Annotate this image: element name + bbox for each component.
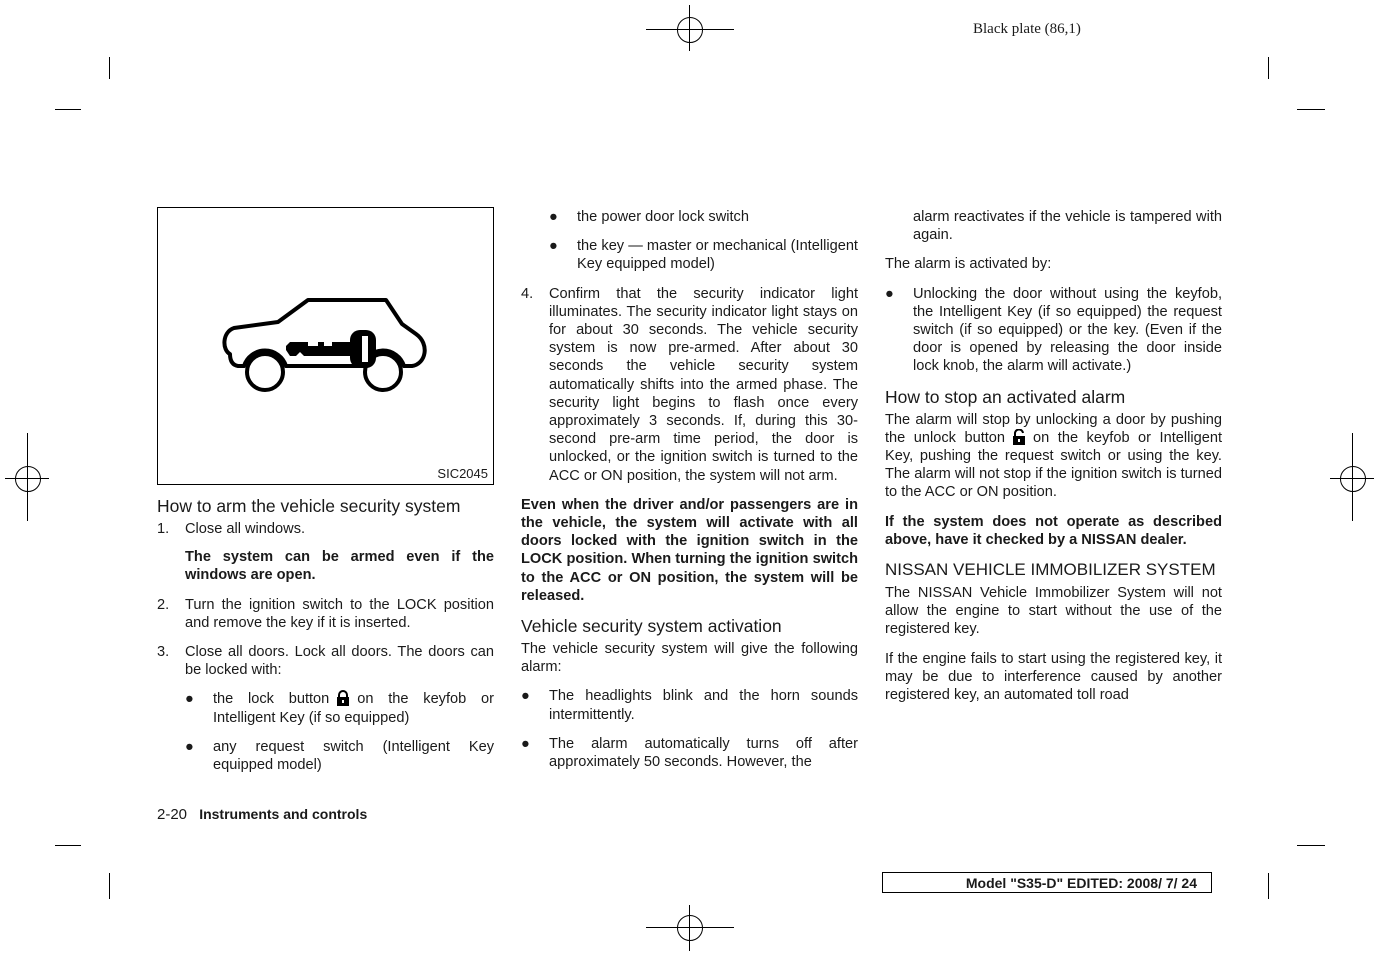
section-heading: How to arm the vehicle security system <box>157 496 461 516</box>
paragraph: The vehicle security system will give the following alarm: <box>521 641 858 676</box>
step-text: Turn the ignition switch to the LOCK position and remove the key if it is inserted. <box>185 596 494 631</box>
list-item <box>549 208 858 226</box>
warning-text: Even when the driver and/or passengers are in the vehicle, the system will activate with all doors locked with the ignition switch in the LOCK position. When turning the ignition switch to the ACC or ON position, the system will be released. <box>521 496 858 604</box>
registration-circle <box>677 17 703 43</box>
section-heading: Vehicle security system activation <box>521 616 782 637</box>
step-2 <box>157 596 494 632</box>
step-number: 3. <box>157 644 170 661</box>
crop-mark <box>109 873 110 899</box>
registration-circle <box>677 915 703 941</box>
bullet: ● <box>185 691 194 708</box>
step-text: Confirm that the security indicator light illuminates. The security indicator light stays on for about 30 seconds. The vehicle security system is now pre-armed. After about 30 seconds the vehicle security system automatically shifts into the armed phase. The security light begins to flash once every approximately 3 seconds. If, during this 30-second pre-arm time period, the door is unlocked, or the ignition switch is turned to the ACC or ON position, the system will not arm. <box>549 285 858 484</box>
list-item <box>185 690 494 726</box>
paragraph: If the engine fails to start using the registered key, it may be due to interference caused by another registered key, an automated toll road <box>885 650 1222 704</box>
list-item-text: the power door lock switch <box>577 209 749 225</box>
paragraph: alarm reactivates if the vehicle is tampered with again. <box>913 209 1222 244</box>
list-item <box>185 738 494 774</box>
lock-icon <box>335 690 351 706</box>
list-item-text: the key — master or mechanical (Intelligent Key equipped model) <box>577 238 858 273</box>
figure-code: SIC2045 <box>437 466 488 481</box>
bullet: ● <box>549 238 558 255</box>
crop-mark <box>1268 873 1269 899</box>
column-1 <box>157 496 494 785</box>
section-heading: NISSAN VEHICLE IMMOBILIZER SYSTEM <box>885 560 1216 580</box>
list-item-text: Unlocking the door without using the keyfob, the Intelligent Key (if so equipped) the request switch (if so equipped) or the key. (Even if the door is opened by releasing the door inside lock knob, the alarm will activate.) <box>913 285 1222 375</box>
section-heading: How to stop an activated alarm <box>885 386 1126 407</box>
car-key-icon <box>220 292 430 392</box>
step-3 <box>157 643 494 679</box>
model-edit-box: Model "S35-D" EDITED: 2008/ 7/ 24 <box>882 872 1212 893</box>
step-text: Close all windows. <box>185 521 306 537</box>
list-item <box>521 735 858 771</box>
step-number: 4. <box>521 285 534 302</box>
crop-mark <box>1297 109 1325 110</box>
paragraph: The NISSAN Vehicle Immobilizer System will not allow the engine to start without the use of the registered key. <box>885 585 1222 638</box>
crop-mark <box>1268 57 1269 79</box>
bullet: ● <box>521 735 530 752</box>
warning-text: If the system does not operate as described above, have it checked by a NISSAN dealer. <box>885 513 1222 548</box>
list-item-text: any request switch (Intelligent Key equipped model) <box>213 738 494 774</box>
step-number: 2. <box>157 596 170 613</box>
bullet: ● <box>549 209 558 225</box>
list-item-text: The headlights blink and the horn sounds intermittently. <box>549 688 858 723</box>
list-item-text-end: on the keyfob or Intelligent Key (if so equipped) <box>213 691 494 726</box>
page-footer <box>157 806 367 823</box>
plate-label: Black plate (86,1) <box>973 21 1081 37</box>
paragraph-text-start: The alarm will stop by unlocking a door by pushing the unlock button <box>885 411 1222 446</box>
section-title: Instruments and controls <box>199 806 368 822</box>
list-item <box>885 285 1222 376</box>
unlock-icon <box>1011 429 1027 445</box>
list-item <box>521 687 858 723</box>
column-3 <box>885 208 1222 715</box>
list-item-text: The alarm automatically turns off after approximately 50 seconds. However, the <box>549 735 858 771</box>
step-number: 1. <box>157 521 170 537</box>
page-number: 2-20 <box>157 806 188 823</box>
step-1-note: The system can be armed even if the windows are open. <box>185 549 494 584</box>
registration-circle <box>1340 466 1366 492</box>
step-1 <box>157 520 494 538</box>
crop-mark <box>55 109 81 110</box>
paragraph <box>885 411 1222 502</box>
paragraph-text-end: on the keyfob or Intelligent Key, pushing the request switch or using the key. The alarm will not stop if the ignition switch is turned to the ACC or ON position. <box>885 429 1223 501</box>
bullet: ● <box>185 738 194 755</box>
list-item-text-start: the lock button <box>213 691 330 708</box>
step-text: Close all doors. Lock all doors. The doors can be locked with: <box>185 644 494 679</box>
step-4 <box>521 285 858 485</box>
column-2 <box>521 208 858 782</box>
bullet: ● <box>521 688 530 705</box>
crop-mark <box>1297 845 1325 846</box>
list-item-text <box>213 690 494 726</box>
figure-box <box>157 207 494 485</box>
paragraph: The alarm is activated by: <box>885 256 1052 273</box>
registration-circle <box>15 466 41 492</box>
crop-mark <box>109 57 110 79</box>
list-item <box>549 237 858 273</box>
crop-mark <box>55 845 81 846</box>
bullet: ● <box>885 285 894 302</box>
